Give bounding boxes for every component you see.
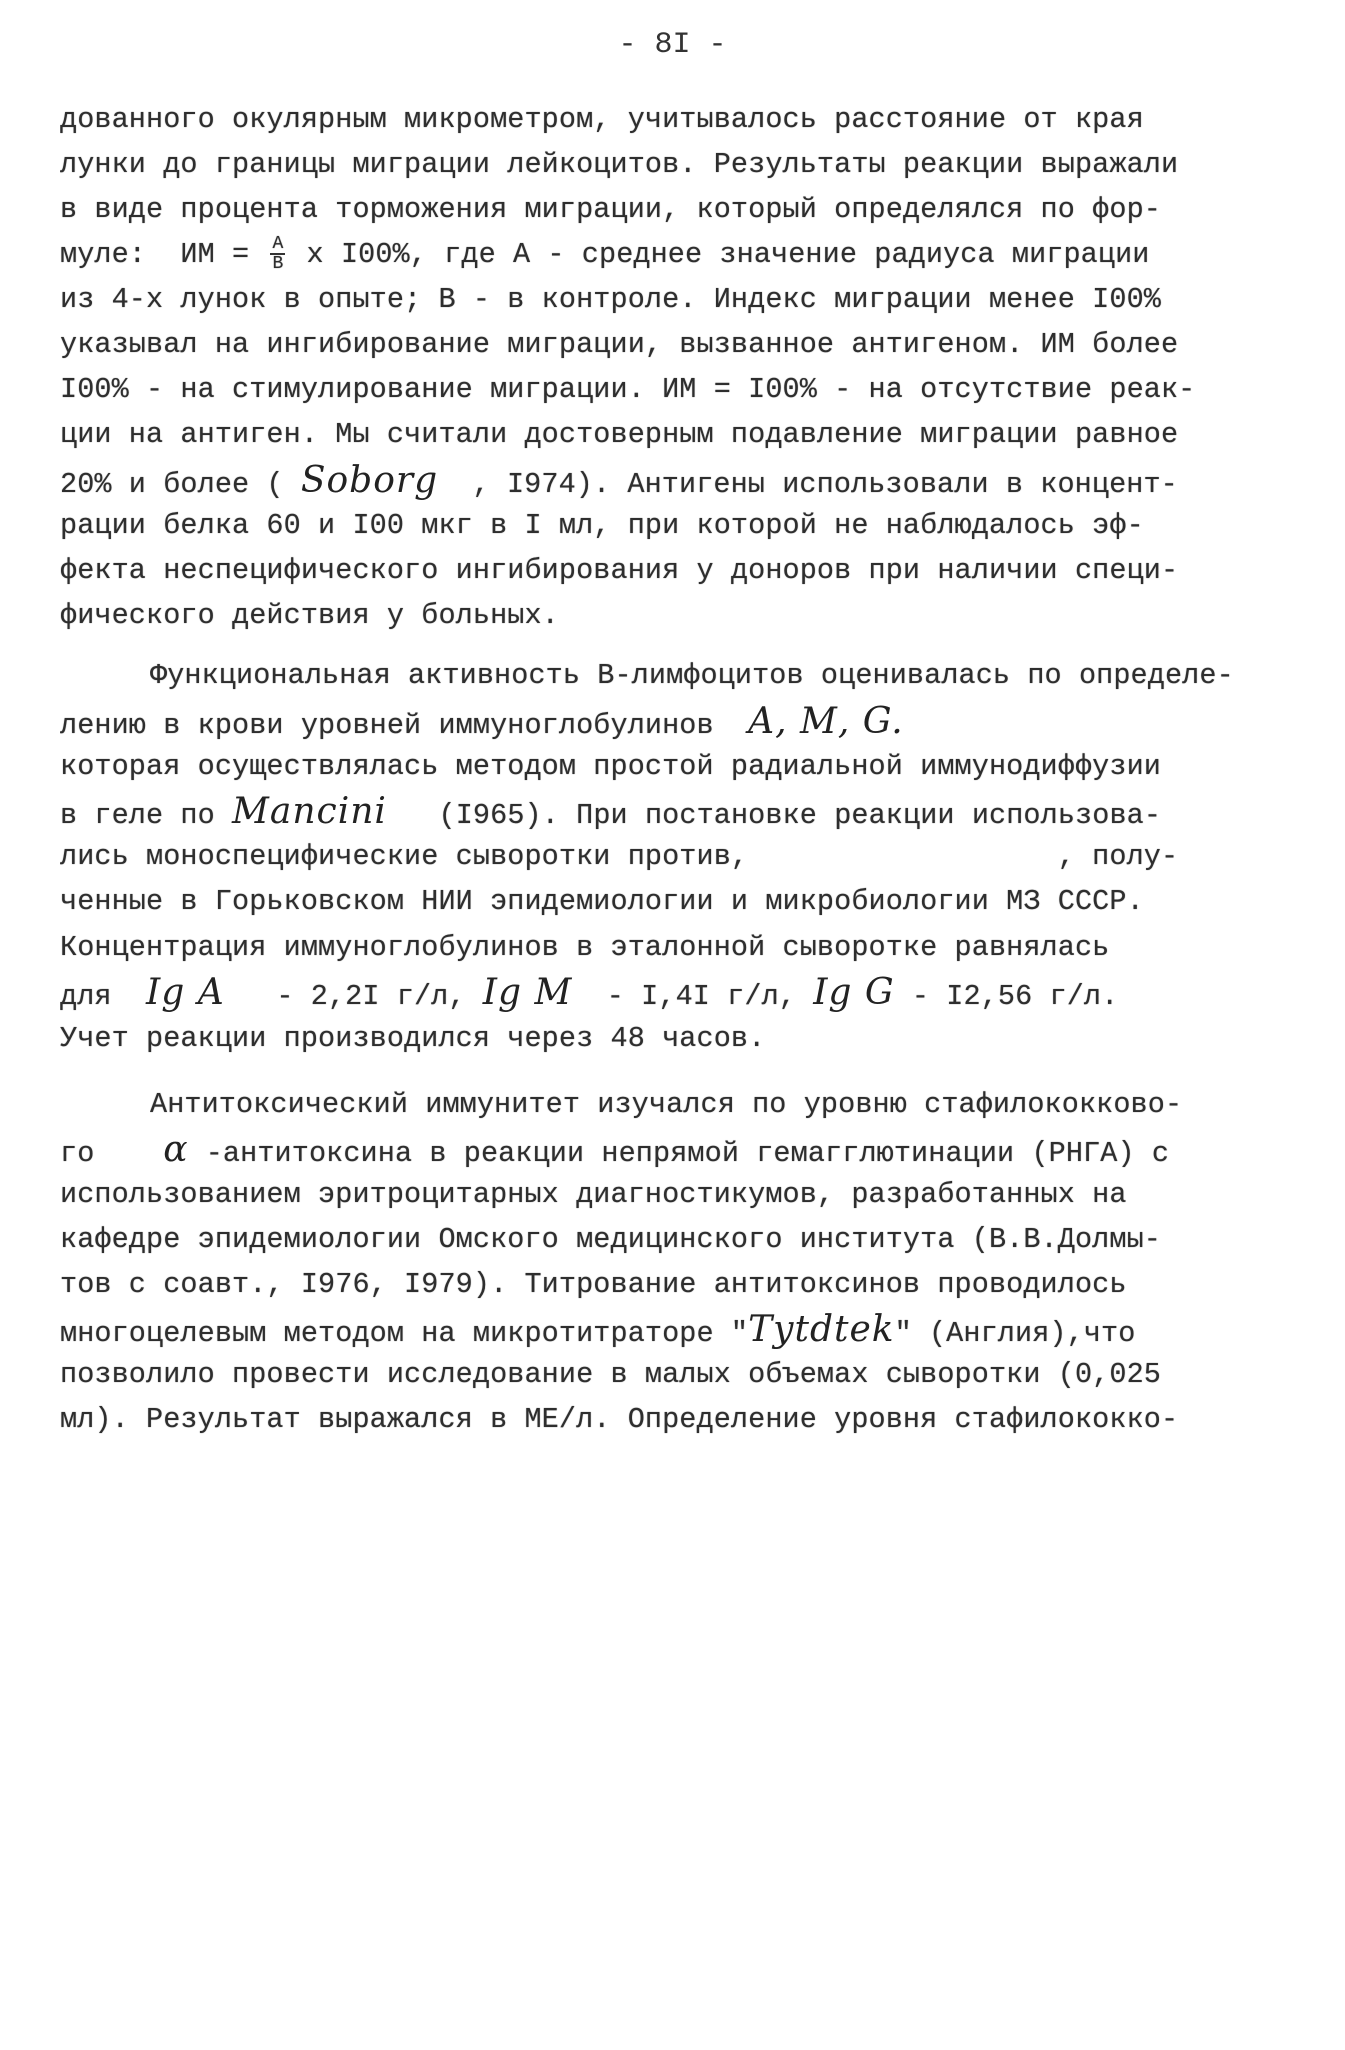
text-line: лунки до границы миграции лейкоцитов. Результаты реакции выражали — [60, 148, 1179, 181]
text-segment: муле: ИМ = — [60, 238, 267, 271]
text-segment: - I,4I г/л, — [572, 980, 814, 1013]
text-line: Концентрация иммуноглобулинов в эталонной сыворотке равнялась — [60, 931, 1110, 964]
text-segment: для — [60, 980, 147, 1013]
text-line: рации белка 60 и I00 мкг в I мл, при которой не наблюдалось эф- — [60, 509, 1144, 542]
text-line: Функциональная активность B-лимфоцитов оценивалась по определе- — [150, 659, 1234, 692]
text-line: которая осуществлялась методом простой радиальной иммунодиффузии — [60, 750, 1161, 783]
text-line: фического действия у больных. — [60, 599, 559, 632]
text-line: позволило провести исследование в малых объемах сыворотки (0,025 — [60, 1358, 1161, 1391]
text-line: дованного окулярным микрометром, учитывалось расстояние от края — [60, 103, 1144, 136]
handwritten-insert: Soborg — [300, 460, 439, 501]
text-segment: x I00%, где A - среднее значение радиуса миграции — [289, 238, 1150, 271]
formula-fraction — [270, 235, 285, 273]
handwritten-insert: α — [163, 1129, 189, 1170]
text-segment: - 2,2I г/л, — [224, 980, 483, 1013]
text-segment: го — [60, 1137, 164, 1170]
text-segment: " (Англия),что — [894, 1317, 1136, 1350]
text-line: из 4-х лунок в опыте; B - в контроле. Индекс миграции менее I00% — [60, 283, 1161, 316]
page-number: - 8I - — [618, 28, 727, 62]
fraction-denominator: B — [272, 254, 284, 275]
text-segment: многоцелевым методом на микротитраторе " — [60, 1317, 749, 1350]
text-line: фекта неспецифического ингибирования у доноров при наличии специ- — [60, 554, 1179, 587]
text-segment: лению в крови уровней иммуноглобулинов — [60, 709, 749, 742]
fraction-numerator: A — [272, 234, 284, 255]
text-line: I00% - на стимулирование миграции. ИМ = I00% - на отсутствие реак- — [60, 373, 1196, 406]
handwritten-insert: Ig G — [813, 972, 895, 1013]
text-line: Учет реакции производился через 48 часов. — [60, 1022, 766, 1055]
handwritten-insert: Tytdtek — [748, 1309, 895, 1350]
text-line: Антитоксический иммунитет изучался по уровню стафилококково- — [150, 1088, 1183, 1121]
handwritten-insert: Ig A — [146, 972, 225, 1013]
text-segment: 20% и более ( — [60, 468, 301, 501]
text-line: в виде процента торможения миграции, который определялся по фор- — [60, 193, 1161, 226]
text-segment: в геле по — [60, 799, 233, 832]
text-line: тов с соавт., I976, I979). Титрование антитоксинов проводилось — [60, 1268, 1127, 1301]
handwritten-insert: A, M, G. — [748, 701, 904, 742]
text-line: указывал на ингибирование миграции, вызванное антигеном. ИМ более — [60, 328, 1179, 361]
text-segment: -антитоксина в реакции непрямой гемагглютинации (РНГА) с — [188, 1137, 1170, 1170]
text-line: лись моноспецифические сыворотки против, , полу- — [60, 840, 1179, 873]
text-segment: - I2,56 г/л. — [894, 980, 1119, 1013]
text-segment: , I974). Антигены использовали в концент- — [438, 468, 1178, 501]
text-line: кафедре эпидемиологии Омского медицинского института (В.В.Долмы- — [60, 1223, 1161, 1256]
handwritten-insert: Mancini — [232, 791, 387, 832]
text-line: ции на антиген. Мы считали достоверным подавление миграции равное — [60, 418, 1179, 451]
handwritten-insert: Ig M — [482, 972, 573, 1013]
text-segment: (I965). При постановке реакции использова- — [386, 799, 1162, 832]
text-line: использованием эритроцитарных диагностикумов, разработанных на — [60, 1178, 1127, 1211]
text-line: ченные в Горьковском НИИ эпидемиологии и микробиологии МЗ СССР. — [60, 885, 1144, 918]
text-line: мл). Результат выражался в МЕ/л. Определение уровня стафилококко- — [60, 1403, 1179, 1436]
